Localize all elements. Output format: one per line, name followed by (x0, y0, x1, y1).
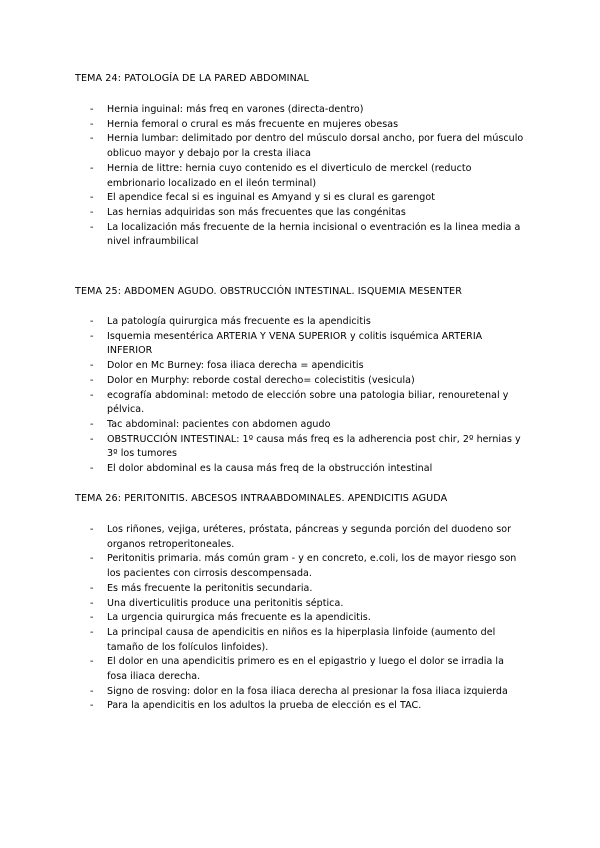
list-item-text: Las hernias adquiridas son más frecuentes que las congénitas (107, 206, 406, 218)
bullet-dash: - (90, 192, 94, 204)
list-item (0, 523, 525, 552)
list-item-text: Signo de rosving: dolor en la fosa iliaca derecha al presionar la fosa iliaca izquierda (107, 685, 508, 697)
bullet-dash: - (90, 597, 94, 609)
list-item-text: Los riñones, vejiga, uréteres, próstata, páncreas y segunda porción del duodeno sor organos retroperitoneales. (107, 524, 512, 550)
list-item (0, 699, 525, 714)
list-item-text: Tac abdominal: pacientes con abdomen agudo (107, 418, 331, 430)
list-item (0, 582, 525, 597)
section-heading-tema-25: TEMA 25: ABDOMEN AGUDO. OBSTRUCCIÓN INTESTINAL. ISQUEMIA MESENTER (75, 286, 462, 297)
list-item (0, 389, 525, 418)
list-item (0, 462, 525, 477)
list-item (0, 418, 525, 433)
bullet-dash: - (90, 374, 94, 386)
list-item (0, 221, 525, 250)
section-list-tema-25 (0, 315, 600, 477)
list-item-text: Es más frecuente la peritonitis secundaria. (107, 582, 313, 594)
list-item (0, 626, 525, 655)
list-item-text: ecografía abdominal: metodo de elección sobre una patologia biliar, renouretenal y pélvica. (107, 389, 509, 416)
list-item-text: Peritonitis primaria. más común gram - y en concreto, e.coli, los de mayor riesgo son los pacientes con cirrosis descompensada. (107, 553, 517, 580)
bullet-dash: - (90, 582, 94, 594)
bullet-dash: - (90, 389, 94, 401)
bullet-dash: - (90, 316, 94, 327)
list-item (0, 433, 525, 462)
section-heading-tema-26: TEMA 26: PERITONITIS. ABCESOS INTRAABDOMINALES. APENDICITIS AGUDA (75, 493, 448, 504)
bullet-dash: - (90, 330, 94, 342)
list-item-text: La patología quirurgica más frecuente es la apendicitis (107, 316, 371, 327)
list-item-text: Isquemia mesentérica ARTERIA Y VENA SUPERIOR y colitis isquémica ARTERIA INFERIOR (107, 330, 483, 357)
list-item-text: Dolor en Murphy: reborde costal derecho= colecistitis (vesicula) (107, 374, 415, 386)
list-item-text: La localización más frecuente de la hernia incisional o eventración es la linea media a nivel infraumbilical (107, 221, 521, 248)
list-item-text: Hernia inguinal: más freq en varones (directa-dentro) (107, 104, 364, 115)
list-item (0, 315, 525, 330)
bullet-dash: - (90, 206, 94, 218)
section-list-tema-26 (0, 523, 600, 714)
list-item-text: La principal causa de apendicitis en niños es la hiperplasia linfoide (aumento del tamaño de los folículos linfoides). (107, 626, 496, 653)
section-list-tema-24 (0, 103, 600, 250)
list-item-text: El dolor en una apendicitis primero es en el epigastrio y luego el dolor se irradia la fosa iliaca derecha. (107, 656, 504, 683)
bullet-dash: - (90, 656, 94, 668)
bullet-dash: - (90, 221, 94, 233)
list-item (0, 655, 525, 684)
list-item-text: Una diverticulitis produce una peritonitis séptica. (107, 597, 344, 609)
list-item (0, 611, 525, 626)
list-item-text: OBSTRUCCIÓN INTESTINAL: 1º causa más freq es la adherencia post chir, 2º hernias y 3º los tumores (107, 433, 521, 460)
bullet-dash: - (90, 104, 94, 115)
list-item (0, 552, 525, 581)
list-item (0, 162, 525, 191)
section-heading-tema-24: TEMA 24: PATOLOGÍA DE LA PARED ABDOMINAL (75, 73, 309, 84)
bullet-dash: - (90, 612, 94, 624)
bullet-dash: - (90, 700, 94, 712)
bullet-dash: - (90, 626, 94, 638)
list-item (0, 118, 525, 133)
list-item-text: Hernia de littre: hernia cuyo contenido es el diverticulo de merckel (reducto embrionario localizado en el ileón terminal) (107, 162, 472, 189)
bullet-dash: - (90, 162, 94, 174)
bullet-dash: - (90, 685, 94, 697)
list-item (0, 206, 525, 221)
list-item-text: Dolor en Mc Burney: fosa iliaca derecha = apendicitis (107, 360, 364, 372)
list-item (0, 359, 525, 374)
list-item (0, 103, 525, 118)
list-item-text: Hernia femoral o crural es más frecuente en mujeres obesas (107, 118, 399, 130)
list-item-text: Hernia lumbar: delimitado por dentro del músculo dorsal ancho, por fuera del músculo oblicuo mayor y debajo por la cresta iliaca (107, 133, 524, 160)
bullet-dash: - (90, 553, 94, 565)
list-item-text: Para la apendicitis en los adultos la prueba de elección es el TAC. (107, 700, 422, 712)
bullet-dash: - (90, 463, 94, 475)
list-item (0, 330, 525, 359)
bullet-dash: - (90, 418, 94, 430)
bullet-dash: - (90, 433, 94, 445)
list-item-text: El apendice fecal si es inguinal es Amyand y si es clural es garengot (107, 192, 435, 204)
bullet-dash: - (90, 118, 94, 130)
list-item (0, 685, 525, 700)
list-item-text: El dolor abdominal es la causa más freq de la obstrucción intestinal (107, 463, 433, 475)
list-item (0, 132, 525, 161)
bullet-dash: - (90, 360, 94, 372)
bullet-dash: - (90, 524, 94, 535)
list-item (0, 191, 525, 206)
list-item (0, 374, 525, 389)
bullet-dash: - (90, 133, 94, 145)
list-item (0, 597, 525, 612)
list-item-text: La urgencia quirurgica más frecuente es la apendicitis. (107, 612, 371, 624)
